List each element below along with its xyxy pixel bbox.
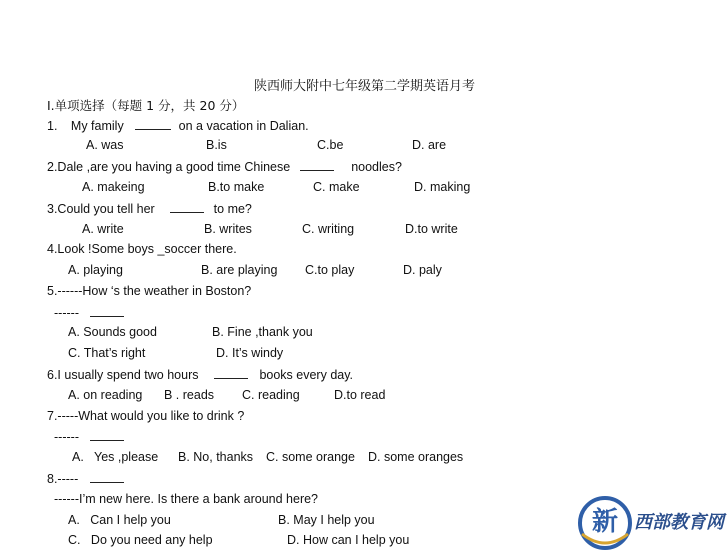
answer-blank <box>90 429 124 441</box>
question-text: 2.Dale ,are you having a good time Chinese <box>47 160 291 174</box>
answer-blank <box>90 305 124 317</box>
option-c: C. reading <box>242 388 300 402</box>
section-heading: I.单项选择（每题 1 分，共 20 分） <box>47 98 245 113</box>
question-text: 8.----- <box>47 472 79 486</box>
option-d: D. It’s windy <box>216 346 284 360</box>
option-a: A. Yes ,please <box>72 450 159 464</box>
dash: ------ <box>54 430 79 444</box>
question-6 <box>47 367 353 382</box>
option-d: D. making <box>414 180 471 194</box>
question-4: 4.Look !Some boys _soccer there. <box>47 242 237 256</box>
option-c: C. That’s right <box>68 346 146 360</box>
question-text: to me? <box>213 202 252 216</box>
question-3 <box>47 201 252 216</box>
option-d: D. How can I help you <box>287 533 410 547</box>
option-b: B.to make <box>208 180 265 194</box>
answer-blank <box>214 367 248 379</box>
question-2 <box>47 159 402 174</box>
option-d: D. are <box>412 138 447 152</box>
option-a: A. playing <box>68 263 123 277</box>
dialogue-reply <box>54 429 124 444</box>
option-c: C. some orange <box>266 450 355 464</box>
option-a: A. Can I help you <box>68 513 171 527</box>
answer-blank <box>135 118 171 130</box>
question-5: 5.------How ‘s the weather in Boston? <box>47 284 252 298</box>
option-a: A. on reading <box>68 388 143 402</box>
question-text: 6.I usually spend two hours <box>47 368 199 382</box>
option-c: C. make <box>313 180 360 194</box>
option-b: B. Fine ,thank you <box>212 325 313 339</box>
question-8 <box>47 471 124 486</box>
question-text: 3.Could you tell her <box>47 202 155 216</box>
logo-glyph: 新 <box>591 507 619 537</box>
logo-mark-icon <box>576 494 727 552</box>
option-a: A. makeing <box>82 180 145 194</box>
option-c: C.to play <box>305 263 355 277</box>
answer-blank <box>90 471 124 483</box>
question-text: books every day. <box>259 368 354 382</box>
option-d: D.to read <box>334 388 386 402</box>
dialogue-reply <box>54 305 124 320</box>
option-d: D.to write <box>405 222 458 236</box>
option-b: B . reads <box>164 388 215 402</box>
option-a: A. was <box>86 138 124 152</box>
question-number: 1. <box>47 119 58 133</box>
answer-blank <box>170 201 204 213</box>
exam-title: 陕西师大附中七年级第二学期英语月考 <box>254 79 476 94</box>
option-a: A. Sounds good <box>68 325 157 339</box>
watermark-logo <box>576 494 727 552</box>
question-text: on a vacation in Dalian. <box>178 119 309 133</box>
option-b: B.is <box>206 138 227 152</box>
option-c: C. writing <box>302 222 355 236</box>
option-b: B. No, thanks <box>178 450 254 464</box>
question-text: noodles? <box>351 160 402 174</box>
option-c: C. Do you need any help <box>68 533 213 547</box>
question-1 <box>47 118 309 133</box>
option-b: B. writes <box>204 222 252 236</box>
question-7: 7.-----What would you like to drink ? <box>47 409 245 423</box>
option-d: D. paly <box>403 263 442 277</box>
option-c: C.be <box>317 138 344 152</box>
question-text: My family <box>70 119 124 133</box>
logo-text: 西部教育网 <box>634 512 724 533</box>
option-d: D. some oranges <box>368 450 464 464</box>
option-a: A. write <box>82 222 124 236</box>
dash: ------ <box>54 306 79 320</box>
option-b: B. May I help you <box>278 513 375 527</box>
dialogue-line: ------I’m new here. Is there a bank around here? <box>54 492 319 506</box>
option-b: B. are playing <box>201 263 278 277</box>
answer-blank <box>300 159 334 171</box>
